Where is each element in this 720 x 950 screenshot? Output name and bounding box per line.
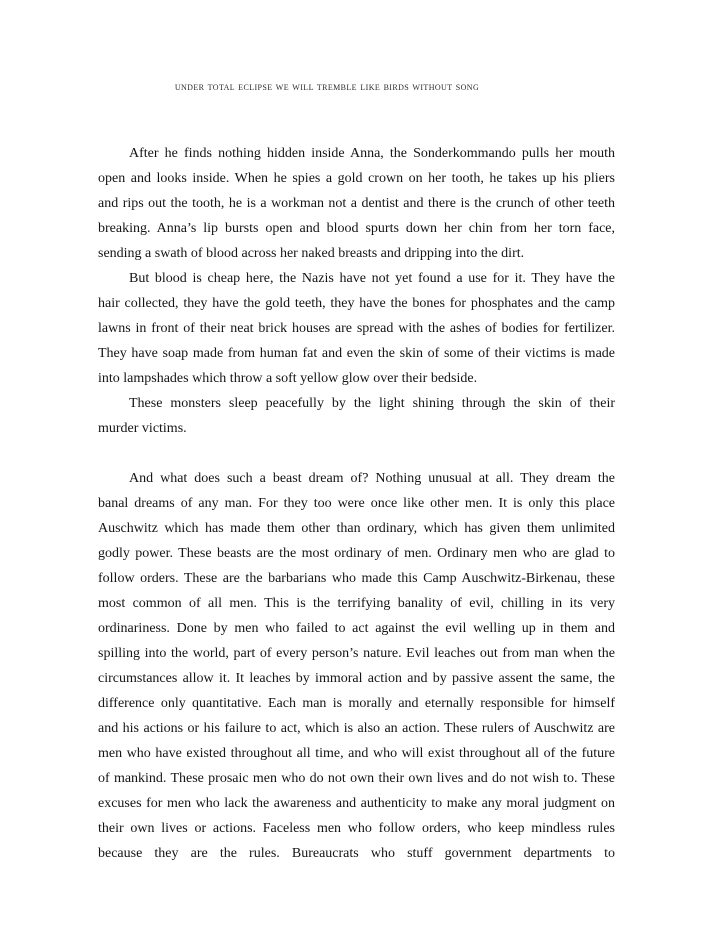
text-line: ordinariness. Done by men who failed to act against the evil welling up in them and — [98, 621, 615, 636]
text-line: murder victims. — [98, 421, 187, 436]
text-line: breaking. Anna’s lip bursts open and blood spurts down her chin from her torn face, — [98, 221, 615, 236]
text-line: hair collected, they have the gold teeth, they have the bones for phosphates and the camp — [98, 296, 615, 311]
body-text — [98, 141, 615, 866]
text-line: of mankind. These prosaic men who do not own their own lives and do not wish to. These — [98, 771, 615, 786]
paragraph — [98, 391, 615, 441]
text-line: excuses for men who lack the awareness and authenticity to make any moral judgment on — [98, 796, 615, 811]
text-line: lawns in front of their neat brick houses are spread with the ashes of bodies for fertilizer. — [98, 321, 615, 336]
text-line: circumstances allow it. It leaches by immoral action and by passive assent the same, the — [98, 671, 615, 686]
text-line: most common of all men. This is the terrifying banality of evil, chilling in its very — [98, 596, 615, 611]
text-line: their own lives or actions. Faceless men who follow orders, who keep mindless rules — [98, 821, 615, 836]
text-line: And what does such a beast dream of? Nothing unusual at all. They dream the — [129, 471, 615, 486]
text-line: and rips out the tooth, he is a workman not a dentist and there is the crunch of other teeth — [98, 196, 615, 211]
text-line: follow orders. These are the barbarians who made this Camp Auschwitz-Birkenau, these — [98, 571, 615, 586]
text-line: difference only quantitative. Each man is morally and eternally responsible for himself — [98, 696, 615, 711]
text-line: These monsters sleep peacefully by the light shining through the skin of their — [129, 396, 615, 411]
text-line: sending a swath of blood across her naked breasts and dripping into the dirt. — [98, 246, 525, 261]
text-line: open and looks inside. When he spies a gold crown on her tooth, he takes up his pliers — [98, 171, 615, 186]
text-line: because they are the rules. Bureaucrats who stuff government departments to — [98, 846, 615, 861]
running-header: UNDER TOTAL ECLIPSE WE WILL TREMBLE LIKE BIRDS WITHOUT SONG — [174, 83, 480, 92]
text-line: men who have existed throughout all time, and who will exist throughout all of the future — [98, 746, 615, 761]
text-line: They have soap made from human fat and even the skin of some of their victims is made — [98, 346, 615, 361]
text-line: godly power. These beasts are the most ordinary of men. Ordinary men who are glad to — [98, 546, 615, 561]
text-line: After he finds nothing hidden inside Anna, the Sonderkommando pulls her mouth — [129, 146, 615, 161]
paragraph — [98, 266, 615, 391]
text-line: and his actions or his failure to act, which is also an action. These rulers of Auschwitz are — [98, 721, 615, 736]
text-line: into lampshades which throw a soft yellow glow over their bedside. — [98, 371, 478, 386]
paragraph — [98, 466, 615, 866]
text-line: spilling into the world, part of every person’s nature. Evil leaches out from man when the — [98, 646, 615, 661]
text-line: Auschwitz which has made them other than ordinary, which has given them unlimited — [98, 521, 615, 536]
text-line: But blood is cheap here, the Nazis have not yet found a use for it. They have the — [129, 271, 615, 286]
paragraph — [98, 141, 615, 266]
text-line: banal dreams of any man. For they too were once like other men. It is only this place — [98, 496, 615, 511]
